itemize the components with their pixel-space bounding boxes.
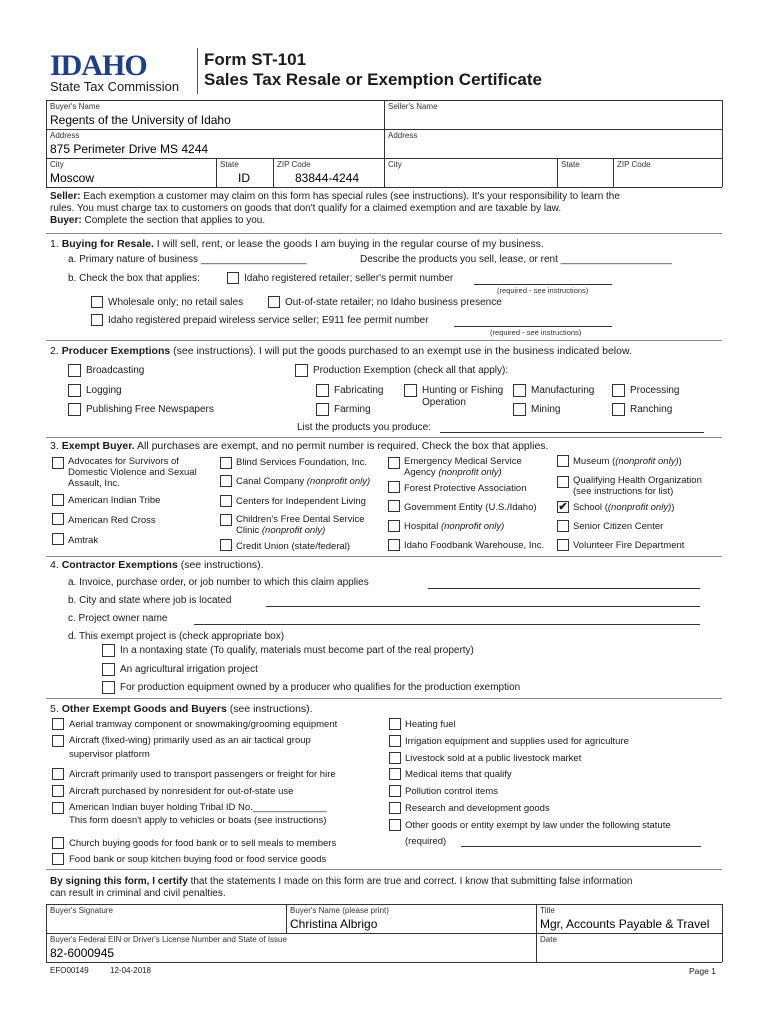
signature-field[interactable] xyxy=(50,916,280,931)
s3-red-cross-checkbox[interactable] xyxy=(52,513,64,525)
s4-nontaxing-checkbox[interactable] xyxy=(102,644,115,657)
s4-irrigation-checkbox[interactable] xyxy=(102,663,115,676)
s3-foodbank-label: Idaho Foodbank Warehouse, Inc. xyxy=(404,540,545,551)
s3-ems-label: Emergency Medical Service Agency (nonprofit only) xyxy=(404,456,522,478)
s5-soup-kitchen-label: Food bank or soup kitchen buying food or food service goods xyxy=(69,854,327,865)
s2-hunting-label: Hunting or Fishing xyxy=(422,385,504,396)
s3-foodbank-checkbox[interactable] xyxy=(388,539,400,551)
s2-broadcasting-checkbox[interactable] xyxy=(68,364,81,377)
s2-logging-label: Logging xyxy=(86,385,122,396)
s3-fire-dept-checkbox[interactable] xyxy=(557,539,569,551)
s3-fire-dept-label: Volunteer Fire Department xyxy=(573,540,685,551)
s3-health-org-label: Qualifying Health Organization (see instructions for list) xyxy=(573,475,702,497)
s2-manufacturing-checkbox[interactable] xyxy=(513,384,526,397)
s5-soup-kitchen-checkbox[interactable] xyxy=(52,853,64,865)
s5-irrigation-equip-label: Irrigation equipment and supplies used for agriculture xyxy=(405,736,629,747)
s1-required-note-2: (required - see instructions) xyxy=(490,328,582,337)
buyer-address-value[interactable]: 875 Perimeter Drive MS 4244 xyxy=(50,142,209,156)
s3-senior-center-checkbox[interactable] xyxy=(557,520,569,532)
s5-tramway-checkbox[interactable] xyxy=(52,718,64,730)
s3-school-label: School ((nonprofit only)) xyxy=(573,502,675,513)
s2-hunting-checkbox[interactable] xyxy=(404,384,417,397)
s4-nontaxing-label: In a nontaxing state (To qualify, materials must become part of the real property) xyxy=(120,645,474,656)
s1-retailer-label: Idaho registered retailer; seller's permit number xyxy=(244,273,454,284)
s5-research-label: Research and development goods xyxy=(405,803,550,814)
s1-seller-permit-line[interactable] xyxy=(474,284,612,285)
s3-school-checkbox[interactable]: ✔ xyxy=(558,501,568,513)
s1-retailer-checkbox[interactable] xyxy=(227,272,239,284)
s4-owner-line[interactable] xyxy=(194,624,700,625)
s2-farming-checkbox[interactable] xyxy=(316,403,329,416)
s3-credit-union-checkbox[interactable] xyxy=(220,539,232,551)
s3-museum-checkbox[interactable] xyxy=(557,455,569,467)
s1-describe-products[interactable]: Describe the products you sell, lease, or rent ____________________ xyxy=(360,254,672,265)
s1-required-note-1: (required - see instructions) xyxy=(497,286,589,295)
s2-mining-label: Mining xyxy=(531,404,561,415)
s2-mining-checkbox[interactable] xyxy=(513,403,526,416)
seller-state-label: State xyxy=(561,160,580,169)
logo-main: IDAHO xyxy=(50,49,147,82)
buyer-city-label: City xyxy=(50,160,64,169)
s3-independent-living-label: Centers for Independent Living xyxy=(236,496,366,507)
buyer-name-value[interactable]: Regents of the University of Idaho xyxy=(50,113,231,127)
s5-other-goods-label: Other goods or entity exempt by law under the following statute xyxy=(405,820,671,831)
s3-indian-tribe-label: American Indian Tribe xyxy=(68,495,161,506)
s3-amtrak-label: Amtrak xyxy=(68,535,99,546)
s3-blind-services-label: Blind Services Foundation, Inc. xyxy=(236,457,367,468)
s1-outstate-label: Out-of-state retailer; no Idaho business presence xyxy=(285,297,502,308)
certification-statement: By signing this form, I certify that the statements I made on this form are true and correct. I know that submitting false information can result in criminal and civil penalties. xyxy=(50,876,633,899)
section-3-heading: 3. Exempt Buyer. All purchases are exempt, and no permit number is required. Check the box that applies. xyxy=(50,440,549,452)
s2-ranching-label: Ranching xyxy=(630,404,673,415)
s4-owner-label: c. Project owner name xyxy=(68,613,168,624)
s3-indian-tribe-checkbox[interactable] xyxy=(52,494,64,506)
buyer-state-value[interactable]: ID xyxy=(238,171,250,185)
seller-city-label: City xyxy=(388,160,402,169)
s3-government-checkbox[interactable] xyxy=(388,500,400,512)
s2-manufacturing-label: Manufacturing xyxy=(531,385,595,396)
s3-government-label: Government Entity (U.S./Idaho) xyxy=(404,502,537,513)
seller-address-label: Address xyxy=(388,131,418,140)
s2-fabricating-checkbox[interactable] xyxy=(316,384,329,397)
s5-livestock-checkbox[interactable] xyxy=(389,752,401,764)
s5-church-checkbox[interactable] xyxy=(52,837,64,849)
s4-project-label: d. This exempt project is (check appropriate box) xyxy=(68,631,285,642)
s1-e911-permit-line[interactable] xyxy=(454,326,612,327)
buyer-zip-value[interactable]: 83844-4244 xyxy=(295,171,360,185)
s2-publishing-checkbox[interactable] xyxy=(68,403,81,416)
s5-aircraft-transport-checkbox[interactable] xyxy=(52,768,64,780)
s1-wholesale-checkbox[interactable] xyxy=(91,296,103,308)
s3-canal-company-label: Canal Company (nonprofit only) xyxy=(236,476,371,487)
s2-logging-checkbox[interactable] xyxy=(68,384,81,397)
buyer-name-label: Buyer's Name xyxy=(50,102,100,111)
s3-amtrak-checkbox[interactable] xyxy=(52,533,64,545)
ein-label: Buyer's Federal EIN or Driver's License Number and State of Issue xyxy=(50,935,287,944)
buyer-address-label: Address xyxy=(50,131,80,140)
idaho-logo xyxy=(50,49,190,94)
s5-medical-checkbox[interactable] xyxy=(389,768,401,780)
s3-forest-checkbox[interactable] xyxy=(388,481,400,493)
s4-invoice-line[interactable] xyxy=(428,588,700,589)
date-label: Date xyxy=(540,935,557,944)
seller-zip-label: ZIP Code xyxy=(617,160,651,169)
buyer-state-label: State xyxy=(220,160,239,169)
s2-ranching-checkbox[interactable] xyxy=(612,403,625,416)
print-name-value[interactable]: Christina Albrigo xyxy=(290,917,378,931)
s5-aircraft-tactical-label: Aircraft (fixed-wing) primarily used as an air tactical group supervisor platform xyxy=(69,735,311,760)
s2-publishing-label: Publishing Free Newspapers xyxy=(86,404,214,415)
s5-pollution-label: Pollution control items xyxy=(405,786,498,797)
s5-aircraft-nonresident-label: Aircraft purchased by nonresident for out-of-state use xyxy=(69,786,294,797)
buyer-zip-label: ZIP Code xyxy=(277,160,311,169)
seller-instructions: Seller: Each exemption a customer may claim on this form has special rules (see instructions). It's your responsibility to learn the rules. You must charge tax to customers on goods that don't qualify for a claimed exemption and are taxable by law. Buyer: Complete the section that applies to you. xyxy=(50,191,620,226)
s2-production-label: Production Exemption (check all that apply): xyxy=(313,365,509,376)
s5-tribal-label: American Indian buyer holding Tribal ID No.______________ This form doesn't apply to vehicles or boats (see instructions) xyxy=(69,802,327,826)
logo-sub: State Tax Commission xyxy=(50,79,180,94)
s3-hospital-label: Hospital (nonprofit only) xyxy=(404,521,505,532)
section-5-heading: 5. Other Exempt Goods and Buyers (see instructions). xyxy=(50,703,313,715)
s5-heating-fuel-label: Heating fuel xyxy=(405,719,456,730)
form-code: EFO00149 xyxy=(50,966,89,975)
s5-irrigation-equip-checkbox[interactable] xyxy=(389,735,401,747)
form-date: 12-04-2018 xyxy=(110,966,151,975)
s4-invoice-label: a. Invoice, purchase order, or job number to which this claim applies xyxy=(68,577,369,588)
print-name-label: Buyer's Name (please print) xyxy=(290,906,389,915)
title-label: Title xyxy=(540,906,555,915)
s4-city-state-label: b. City and state where job is located xyxy=(68,595,232,606)
s2-processing-checkbox[interactable] xyxy=(612,384,625,397)
s5-aircraft-transport-label: Aircraft primarily used to transport passengers or freight for hire xyxy=(69,769,336,780)
section-2-heading: 2. Producer Exemptions (see instructions). I will put the goods purchased to an exempt use in the business indicated below. xyxy=(50,345,632,357)
s5-aircraft-tactical-checkbox[interactable] xyxy=(52,735,64,747)
s3-forest-label: Forest Protective Association xyxy=(404,483,527,494)
s3-independent-living-checkbox[interactable] xyxy=(220,495,232,507)
s5-required-label: (required) xyxy=(405,836,447,847)
s5-church-label: Church buying goods for food bank or to sell meals to members xyxy=(69,838,337,849)
s2-farming-label: Farming xyxy=(334,404,371,415)
s5-tribal-checkbox[interactable] xyxy=(52,802,64,814)
s3-dental-clinic-label: Children's Free Dental Service Clinic (nonprofit only) xyxy=(236,514,365,536)
buyer-city-value[interactable]: Moscow xyxy=(50,171,95,185)
s3-senior-center-label: Senior Citizen Center xyxy=(573,521,664,532)
s2-products-line[interactable] xyxy=(440,432,704,433)
s3-ems-checkbox[interactable] xyxy=(388,457,400,469)
s3-advocates-checkbox[interactable] xyxy=(52,457,64,469)
s3-blind-services-checkbox[interactable] xyxy=(220,457,232,469)
title-value[interactable]: Mgr, Accounts Payable & Travel xyxy=(540,917,710,931)
s2-production-checkbox[interactable] xyxy=(295,364,308,377)
s2-fabricating-label: Fabricating xyxy=(334,385,384,396)
s3-credit-union-label: Credit Union (state/federal) xyxy=(236,541,351,552)
form-number: Form ST-101 xyxy=(204,50,307,69)
s1-primary-nature[interactable]: a. Primary nature of business ___________________ xyxy=(68,254,307,265)
section-4-heading: 4. Contractor Exemptions (see instructions). xyxy=(50,559,264,571)
s5-medical-label: Medical items that qualify xyxy=(405,769,512,780)
s5-heating-fuel-checkbox[interactable] xyxy=(389,718,401,730)
s5-research-checkbox[interactable] xyxy=(389,802,401,814)
s5-aircraft-nonresident-checkbox[interactable] xyxy=(52,785,64,797)
s1-outstate-checkbox[interactable] xyxy=(268,296,280,308)
s1-wholesale-label: Wholesale only; no retail sales xyxy=(108,297,244,308)
s5-other-goods-checkbox[interactable] xyxy=(389,819,401,831)
s2-products-label: List the products you produce: xyxy=(297,422,431,433)
s3-canal-company-checkbox[interactable] xyxy=(220,475,232,487)
page-number: Page 1 xyxy=(689,966,716,976)
s5-livestock-label: Livestock sold at a public livestock market xyxy=(405,753,582,764)
s2-broadcasting-label: Broadcasting xyxy=(86,365,145,376)
s3-museum-label: Museum ((nonprofit only)) xyxy=(573,456,682,467)
s3-red-cross-label: American Red Cross xyxy=(68,515,156,526)
s3-dental-clinic-checkbox[interactable] xyxy=(220,514,232,526)
date-field[interactable] xyxy=(540,946,716,960)
s1-wireless-checkbox[interactable] xyxy=(91,314,103,326)
s4-irrigation-label: An agricultural irrigation project xyxy=(120,664,258,675)
form-title: Sales Tax Resale or Exemption Certificate xyxy=(204,70,542,89)
s1-check-label: b. Check the box that applies: xyxy=(68,273,200,284)
s2-operation-label: Operation xyxy=(422,397,466,408)
ein-value[interactable]: 82-6000945 xyxy=(50,946,115,960)
s3-health-org-checkbox[interactable] xyxy=(557,476,569,488)
s2-processing-label: Processing xyxy=(630,385,680,396)
s4-production-equip-label: For production equipment owned by a producer who qualifies for the production exemption xyxy=(120,682,521,693)
s5-pollution-checkbox[interactable] xyxy=(389,785,401,797)
s3-hospital-checkbox[interactable] xyxy=(388,520,400,532)
s5-tramway-label: Aerial tramway component or snowmaking/grooming equipment xyxy=(69,719,338,730)
s5-statute-line[interactable] xyxy=(461,846,701,847)
s1-wireless-label: Idaho registered prepaid wireless service seller; E911 fee permit number xyxy=(108,315,429,326)
s3-advocates-label: Advocates for Survivors of Domestic Violence and Sexual Assault, Inc. xyxy=(68,456,197,489)
s4-city-state-line[interactable] xyxy=(266,606,700,607)
signature-label: Buyer's Signature xyxy=(50,906,113,915)
s4-production-equip-checkbox[interactable] xyxy=(102,681,115,694)
section-1-heading: 1. Buying for Resale. I will sell, rent, or lease the goods I am buying in the regular course of my business. xyxy=(50,238,544,250)
seller-name-label: Seller's Name xyxy=(388,102,438,111)
